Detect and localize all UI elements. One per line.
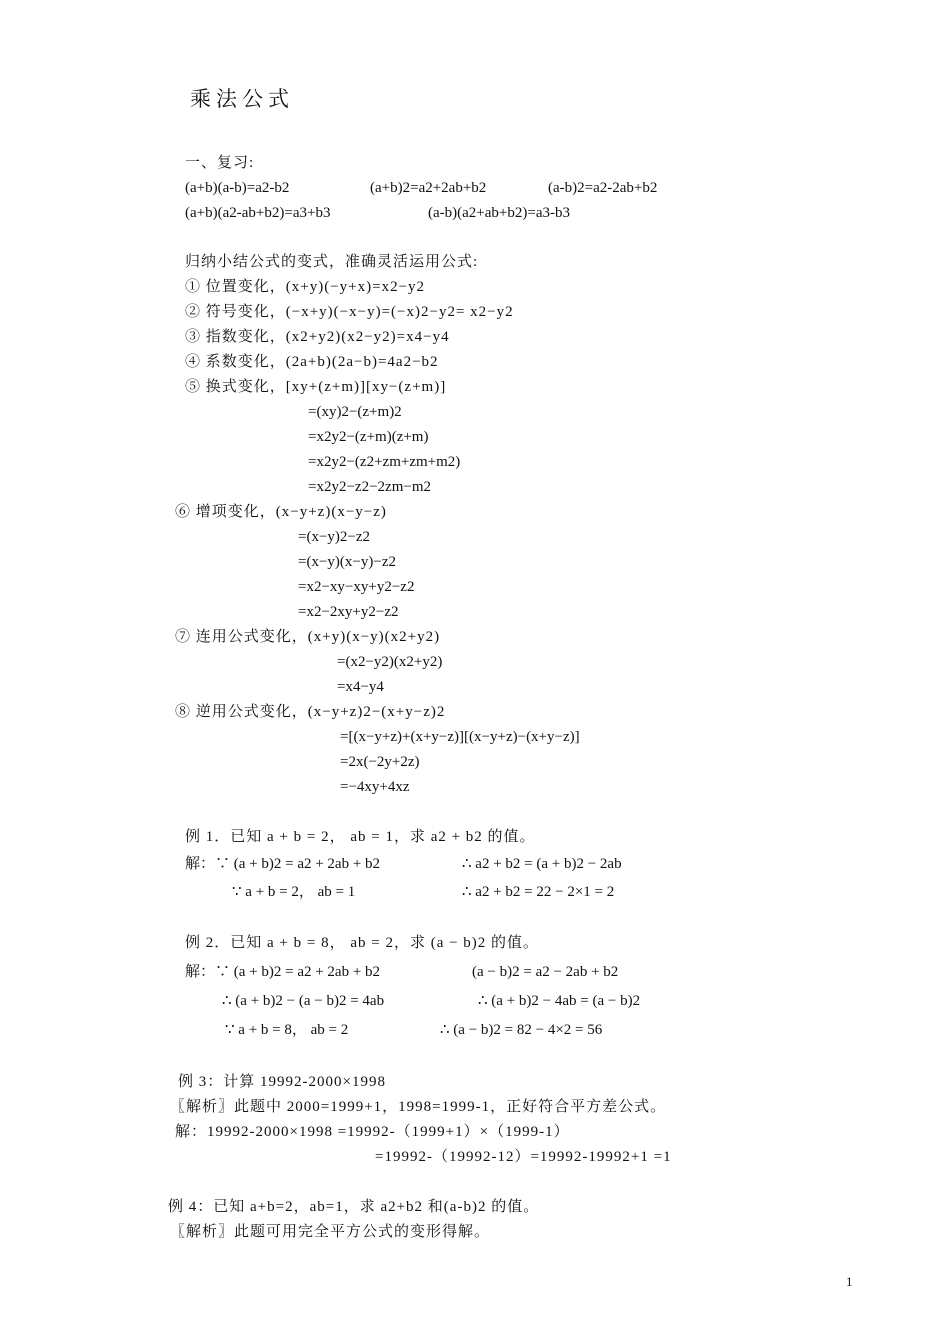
derivation-line: =x2−xy−xy+y2−z2	[298, 579, 415, 595]
solution-line: ∴ (a + b)2 − (a − b)2 = 4ab	[222, 993, 385, 1009]
derivation-line: =x2−2xy+y2−z2	[298, 604, 399, 620]
variant-line: ① 位置变化，(x+y)(−y+x)=x2−y2	[185, 279, 426, 295]
solution-line: 解：∵ (a + b)2 = a2 + 2ab + b2	[185, 856, 381, 872]
example-question: 例 4：已知 a+b=2，ab=1，求 a2+b2 和(a-b)2 的值。	[168, 1199, 540, 1215]
variants-intro: 归纳小结公式的变式，准确灵活运用公式:	[185, 254, 479, 270]
example-analysis: 〖解析〗此题中 2000=1999+1，1998=1999-1，正好符合平方差公式。	[170, 1099, 667, 1115]
derivation-line: =2x(−2y+2z)	[340, 754, 420, 770]
example-question: 例 3：计算 19992-2000×1998	[178, 1074, 386, 1090]
derivation-line: =x2y2−(z2+zm+zm+m2)	[308, 454, 461, 470]
variant-line: ⑦ 连用公式变化，(x+y)(x−y)(x2+y2)	[175, 629, 441, 645]
derivation-line: =x2y2−z2−2zm−m2	[308, 479, 431, 495]
derivation-line: =x4−y4	[337, 679, 384, 695]
derivation-line: =(x−y)2−z2	[298, 529, 371, 545]
formula-line: (a+b)2=a2+2ab+b2	[370, 180, 487, 196]
derivation-line: =(x−y)(x−y)−z2	[298, 554, 396, 570]
formula-line: (a-b)(a2+ab+b2)=a3-b3	[428, 205, 570, 221]
formula-line: (a+b)(a-b)=a2-b2	[185, 180, 290, 196]
solution-line: ∵ a + b = 2， ab = 1	[232, 884, 356, 900]
derivation-line: =(x2−y2)(x2+y2)	[337, 654, 443, 670]
page-title: 乘法公式	[190, 87, 294, 111]
variant-line: ⑤ 换式变化，[xy+(z+m)][xy−(z+m)]	[185, 379, 447, 395]
derivation-line: =(xy)2−(z+m)2	[308, 404, 402, 420]
variant-line: ⑥ 增项变化，(x−y+z)(x−y−z)	[175, 504, 387, 520]
derivation-line: =x2y2−(z+m)(z+m)	[308, 429, 429, 445]
formula-line: (a+b)(a2-ab+b2)=a3+b3	[185, 205, 331, 221]
variant-line: ② 符号变化，(−x+y)(−x−y)=(−x)2−y2= x2−y2	[185, 304, 514, 320]
review-heading: 一、复习:	[185, 155, 255, 171]
variant-line: ④ 系数变化，(2a+b)(2a−b)=4a2−b2	[185, 354, 439, 370]
solution-line: ∴ a2 + b2 = 22 − 2×1 = 2	[462, 884, 615, 900]
page-number: 1	[846, 1274, 853, 1289]
solution-line: =19992-（19992-12）=19992-19992+1 =1	[375, 1149, 672, 1165]
example-analysis: 〖解析〗此题可用完全平方公式的变形得解。	[170, 1224, 491, 1240]
example-question: 例 2．已知 a + b = 8， ab = 2，求 (a − b)2 的值。	[185, 935, 540, 951]
derivation-line: =[(x−y+z)+(x+y−z)][(x−y+z)−(x+y−z)]	[340, 729, 580, 745]
solution-line: (a − b)2 = a2 − 2ab + b2	[472, 964, 619, 980]
example-question: 例 1．已知 a + b = 2， ab = 1，求 a2 + b2 的值。	[185, 829, 536, 845]
derivation-line: =−4xy+4xz	[340, 779, 410, 795]
solution-line: 解：19992-2000×1998 =19992-（1999+1）×（1999-1）	[175, 1124, 570, 1140]
solution-line: 解：∵ (a + b)2 = a2 + 2ab + b2	[185, 964, 381, 980]
variant-line: ③ 指数变化，(x2+y2)(x2−y2)=x4−y4	[185, 329, 450, 345]
formula-line: (a-b)2=a2-2ab+b2	[548, 180, 658, 196]
solution-line: ∴ (a + b)2 − 4ab = (a − b)2	[478, 993, 641, 1009]
variant-line: ⑧ 逆用公式变化，(x−y+z)2−(x+y−z)2	[175, 704, 446, 720]
solution-line: ∵ a + b = 8， ab = 2	[225, 1022, 349, 1038]
solution-line: ∴ a2 + b2 = (a + b)2 − 2ab	[462, 856, 622, 872]
solution-line: ∴ (a − b)2 = 82 − 4×2 = 56	[440, 1022, 603, 1038]
